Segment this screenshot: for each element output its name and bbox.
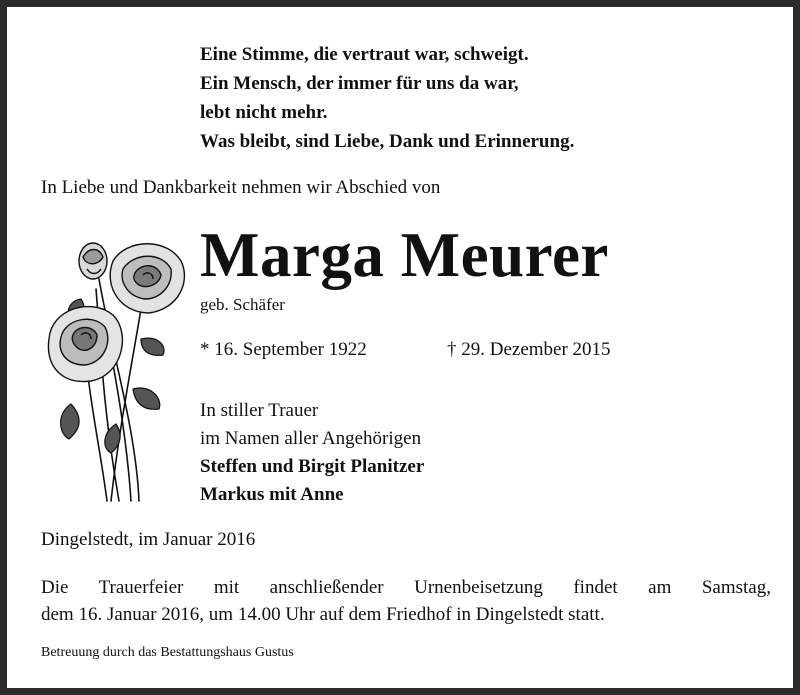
life-dates xyxy=(200,339,611,361)
funeral-info xyxy=(41,574,771,628)
mourners xyxy=(200,397,424,509)
deceased-name: Marga Meurer xyxy=(200,220,609,290)
funeral-line: Die Trauerfeier mit anschließender Urnenbeisetzung findet am Samstag, xyxy=(41,577,771,598)
poem-line: Eine Stimme, die vertraut war, schweigt. xyxy=(200,44,529,65)
mourning-line: In stiller Trauer xyxy=(200,400,319,421)
funeral-home-credit: Betreuung durch das Bestattungshaus Gustus xyxy=(41,645,294,660)
poem-line: Was bleibt, sind Liebe, Dank und Erinnerung. xyxy=(200,131,575,152)
maiden-name: geb. Schäfer xyxy=(200,295,285,314)
poem xyxy=(200,40,574,156)
funeral-line: dem 16. Januar 2016, um 14.00 Uhr auf dem Friedhof in Dingelstedt statt. xyxy=(41,604,605,625)
mourner-name: Steffen und Birgit Planitzer xyxy=(200,456,425,477)
roses-icon xyxy=(41,239,191,509)
mourner-name: Markus mit Anne xyxy=(200,484,344,505)
birth-date: * 16. September 1922 xyxy=(200,339,367,360)
poem-line: lebt nicht mehr. xyxy=(200,102,328,123)
intro-text: In Liebe und Dankbarkeit nehmen wir Abschied von xyxy=(41,177,441,198)
mourning-line: im Namen aller Angehörigen xyxy=(200,428,422,449)
place-date: Dingelstedt, im Januar 2016 xyxy=(41,529,256,550)
poem-line: Ein Mensch, der immer für uns da war, xyxy=(200,73,519,94)
death-date: † 29. Dezember 2015 xyxy=(447,339,611,360)
